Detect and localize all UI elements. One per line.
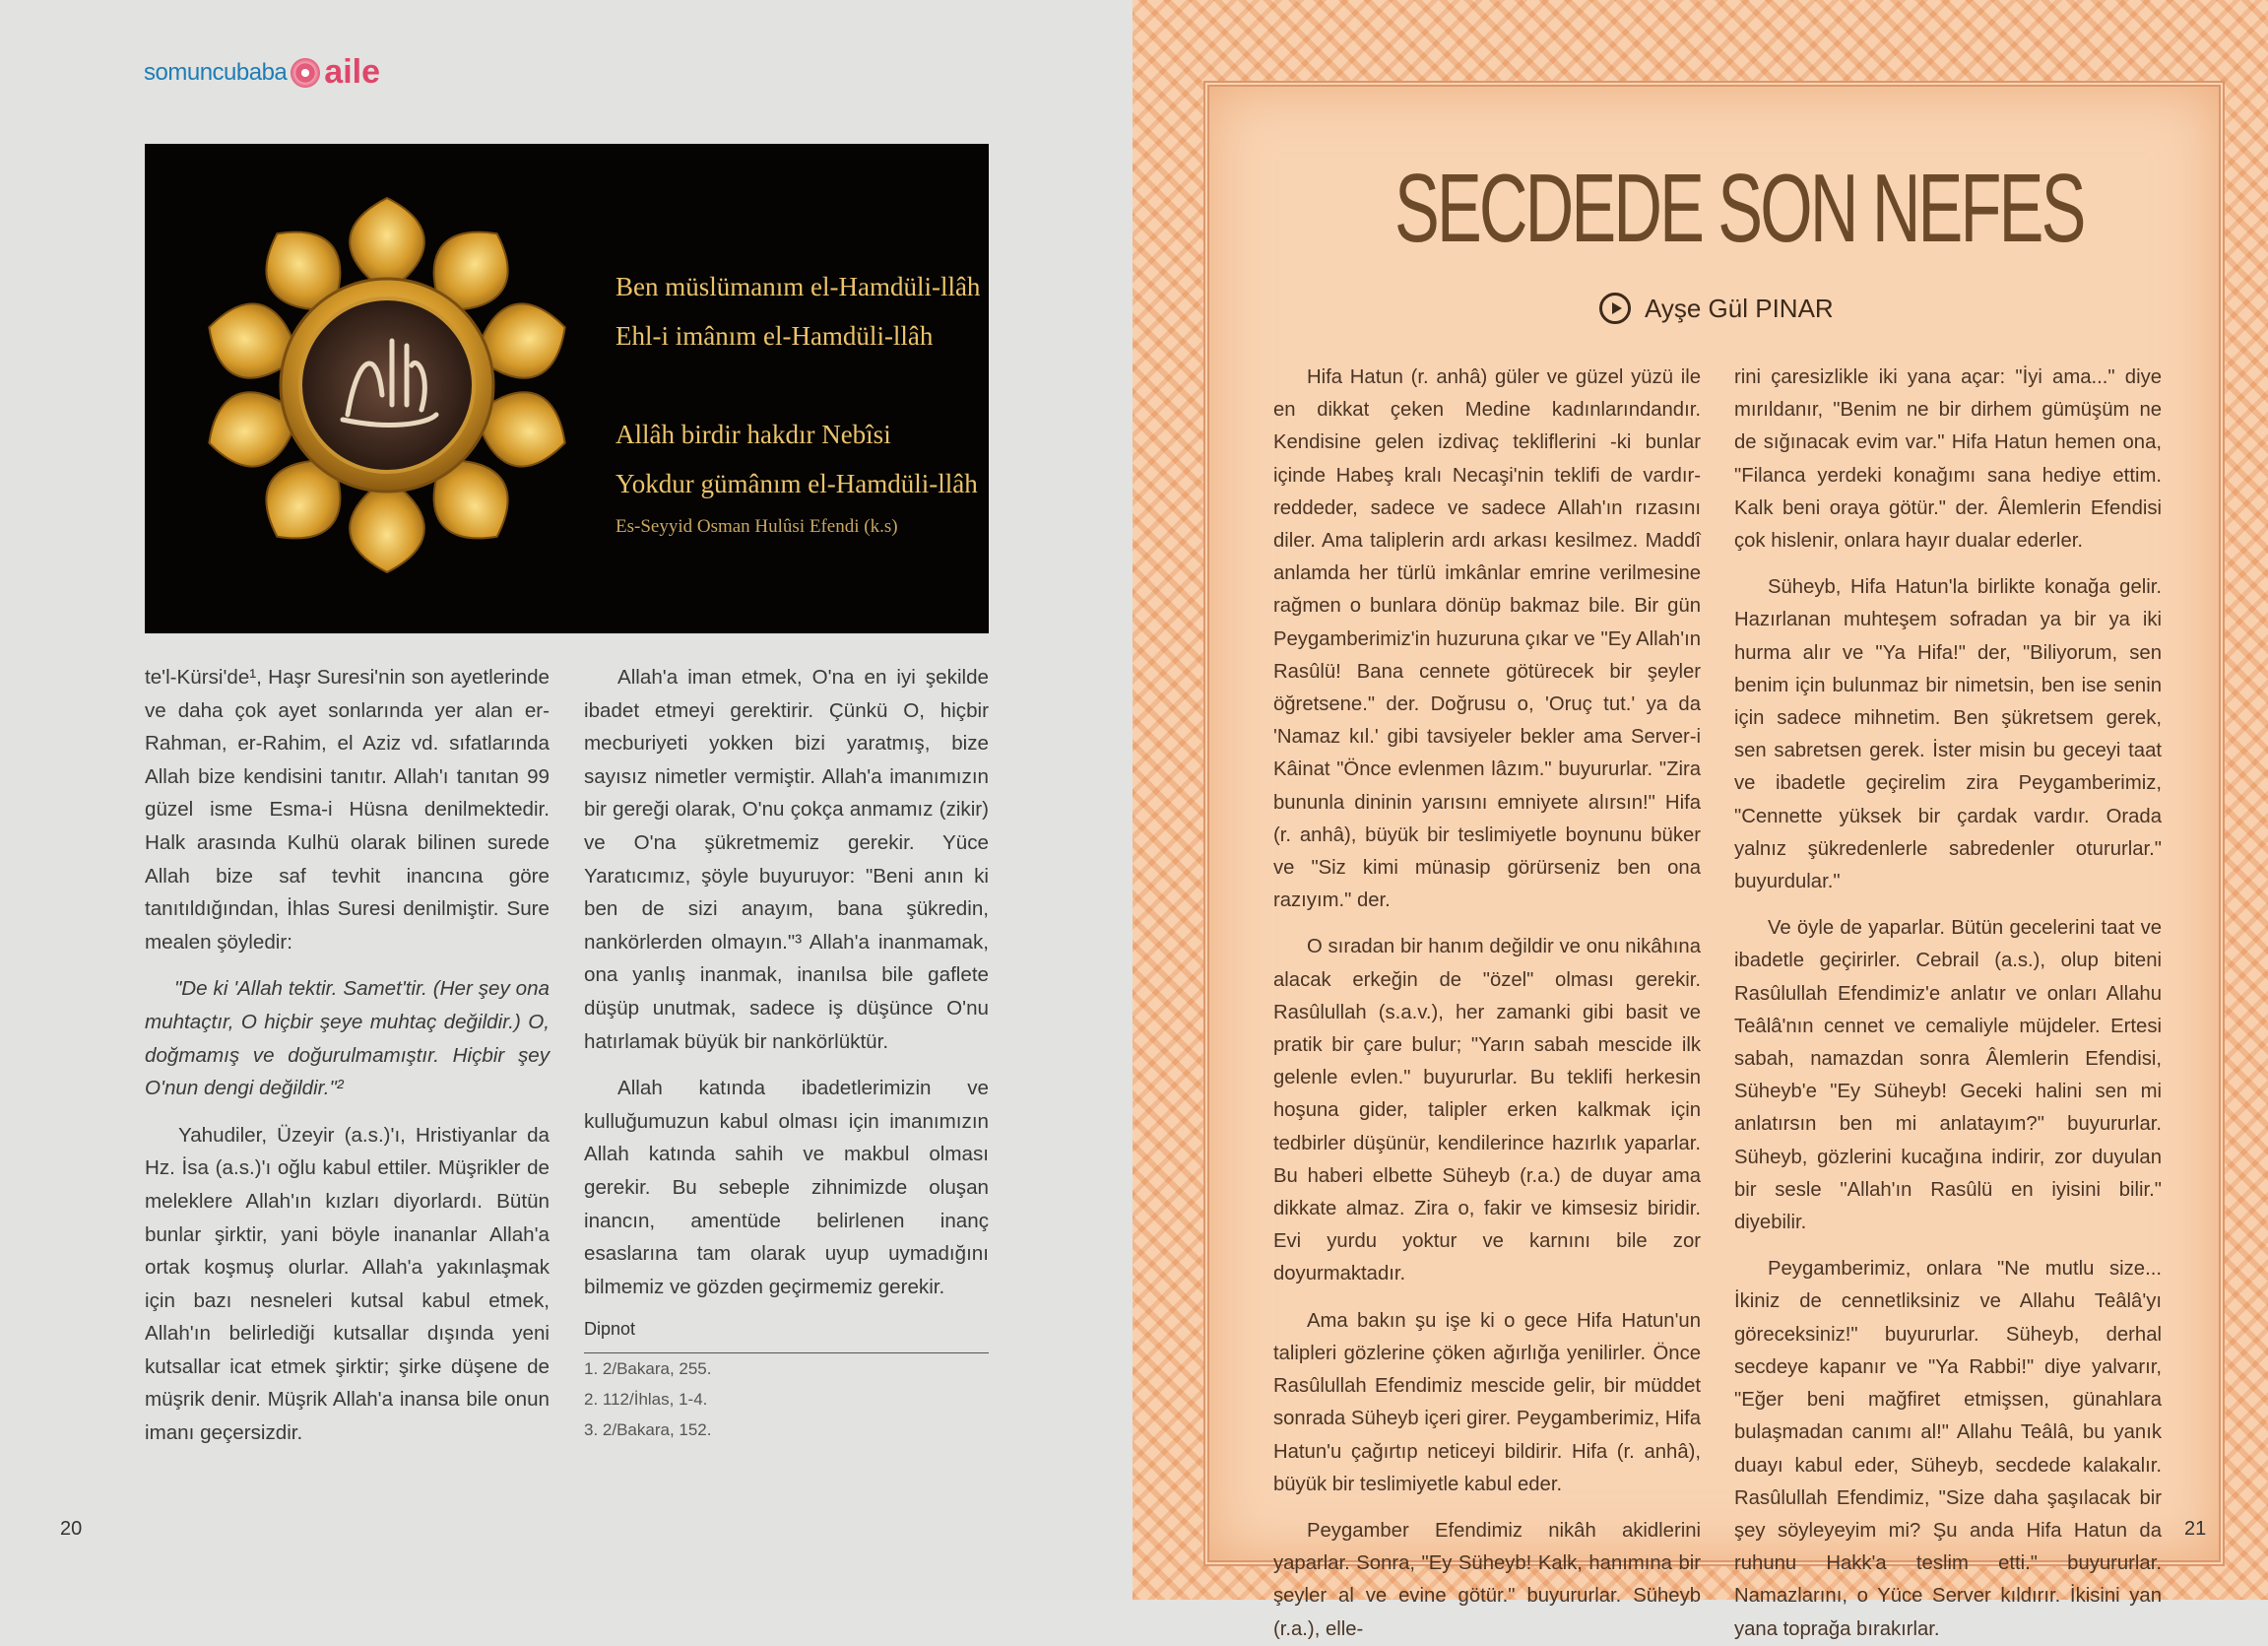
poem-line: Yokdur gümânım el-Hamdüli-llâh xyxy=(616,469,978,498)
poem-block xyxy=(616,262,980,538)
left-column-2 xyxy=(584,661,989,1445)
magazine-logo xyxy=(144,53,380,92)
paragraph: Peygamber Efendimiz nikâh akidlerini yaparlar. Sonra, "Ey Süheyb! Kalk, hanımına bir şeyler al ve evine götür." buyururlar. Süheyb (r.a.), elle- xyxy=(1273,1519,1701,1640)
play-circle-icon xyxy=(1599,293,1631,324)
right-column-2 xyxy=(1734,362,2162,1646)
paragraph: Süheyb, Hifa Hatun'la birlikte konağa gelir. Hazırlanan muhteşem sofradan ya bir ya iki hurma alır ve "Ya Hifa!" der, "Biliyorum, sen benim için bulunmaz bir nimetsin, ben ise senin için sadece mihnetim. Ben şükretsem gerek, sen sabretsen gerek. İster misin bu geceyi taat ve ibadetle geçirelim zira Peygamberimiz, "Cennette yüksek bir çardak vardır. Orada yalnız şükredenlerle sabredenler otururlar." buyurdular." xyxy=(1734,576,2162,893)
paragraph: Ve öyle de yaparlar. Bütün gecelerini taat ve ibadetle geçirirler. Cebrail (a.s.), olup biteni Rasûlullah Efendimiz'e anlatır ve onları Allahu Teâlâ'nın cennet ve cemaliyle müjdeler. Ertesi sabah, namazdan sonra Âlemlerin Efendisi, Süheyb'e "Ey Süheyb! Geceki halini sen mi anlatırsın ben mi anlatayım?" buyururlar. Süheyb, gözlerini kucağına indirir, zor duyulan bir sesle "Allah'ın Rasûlü en iyisini bilir." diyebilir. xyxy=(1734,917,2162,1234)
paragraph: Peygamberimiz, onlara "Ne mutlu size... İkiniz de cennetliksiniz ve Allahu Teâlâ'yı göreceksiniz!" buyururlar. Süheyb, derhal secdeye kapanır ve "Ya Rabbi!" diye yalvarır, "Eğer beni mağfiret etmişsen, günahlara bulaşmadan canımı al!" Allahu Teâlâ, bu yanık duayı kabul eder, Süheyb, secdede kalakalır. Rasûlullah Efendimiz, "Size daha şaşılacak bir şey söyleyeyim mi? Şu anda Hifa Hatun da ruhunu Hakk'a teslim etti." buyururlar. Namazlarını, o Yüce Server kıldırır. İkisini yan yana toprağa bırakırlar. xyxy=(1734,1258,2162,1640)
paragraph: te'l-Kürsi'de¹, Haşr Suresi'nin son ayetlerinde ve daha çok ayet sonlarında yer alan er-Rahman, er-Rahim, el Aziz vd. sıfatlarında Allah bize kendisini tanıtır. Allah'ı tanıtan 99 güzel isme Esma-i Hüsna denilmektedir. Halk arasında Kulhü olarak bilinen surede Allah bize saf tevhit inancına göre tanıtıldığından, İhlas Suresi denilmiştir. Sure mealen şöyledir: xyxy=(145,666,550,954)
paragraph: O sıradan bir hanım değildir ve onu nikâhına alacak erkeğin de "özel" olması gerekir. Rasûlullah (s.a.v.), her zamanki gibi basit ve pratik bir çare bulur; "Yarın sabah mescide ilk gelenle evlen." buyururlar. Bu teklifi herkesin hoşuna gider, talipler erken kalkmak için tedbirler düşünür, kendilerince hazırlık yaparlar. Bu haberi elbette Süheyb (r.a.) de duyar ama dikkate almaz. Zira o, fakir ve kimsesiz biridir. Evi yurdu yoktur ve karnını bile zor doyurmaktadır. xyxy=(1273,936,1701,1285)
paragraph: Allah'a iman etmek, O'na en iyi şekilde ibadet etmeyi gerektirir. Çünkü O, hiçbir mecburiyeti yokken bizi yaratmış, bize sayısız nimetler vermiştir. Allah'a imanımızın bir gereği olarak, O'nu çokça anmamız (zikir) ve O'na şükretmemiz gerekir. Yüce Yaratıcımız, şöyle buyuruyor: "Beni anın ki ben de sizi anayım, bana şükredin, nankörlerden olmayın."³ Allah'a inanmamak, ona yanlış inanmak, inanılsa bile gaflete düşüp unutmak, sadece iş düşünce O'nu hatırlamak büyük bir nankörlüktür. xyxy=(584,666,989,1053)
page-number-left: 20 xyxy=(60,1518,83,1540)
logo-text-aile: aile xyxy=(324,53,380,91)
logo-text-somuncubaba: somuncubaba xyxy=(144,58,288,86)
calligraphy-image xyxy=(145,144,989,633)
poem-author: Es-Seyyid Osman Hulûsi Efendi (k.s) xyxy=(616,516,898,537)
author-name: Ayşe Gül PINAR xyxy=(1645,293,1834,323)
poem-line: Ehl-i imânım el-Hamdüli-llâh xyxy=(616,321,934,351)
poem-stanza-gap xyxy=(616,361,980,410)
paragraph: Allah katında ibadetlerimizin ve kulluğumuzun kabul olması için imanımızın Allah katında sahih ve makbul olması gerekir. Bu sebeple zihnimizde oluşan inancın, amentüde belirlenen inanç esaslarına tam olarak uyup uymadığını bilmemiz ve gözden geçirmemiz gerekir. xyxy=(584,1077,989,1298)
golden-allah-ornament-icon xyxy=(190,188,584,582)
flower-logo-icon xyxy=(291,58,320,88)
quote-paragraph: "De ki 'Allah tektir. Samet'tir. (Her şey ona muhtaçtır, O hiçbir şeye muhtaç değildir.) O, doğmamış ve doğurulmamıştır. Hiçbir şey O'nun dengi değildir."² xyxy=(145,977,550,1100)
article-title: SECDEDE SON NEFES xyxy=(1394,154,2084,262)
footnote-item: 3. 2/Bakara, 152. xyxy=(584,1419,712,1439)
footnote-item: 1. 2/Bakara, 255. xyxy=(584,1358,712,1378)
paragraph: Yahudiler, Üzeyir (a.s.)'ı, Hristiyanlar da Hz. İsa (a.s.)'ı oğlu kabul ettiler. Müşrikler de meleklere Allah'ın kızları diyorlardı. Bütün bunlar şirktir, yani böyle inananlar Allah'a ortak koşmuş olurlar. Allah'a yakınlaşmak için bazı nesneleri kutsal kabul etmek, Allah'ın belirlediği kutsallar dışında yeni kutsallar icat etmek şirktir; şirke düşene de müşrik denir. Müşrik Allah'a inansa bile onun imanı geçersizdir. xyxy=(145,1123,550,1445)
paragraph: Hifa Hatun (r. anhâ) güler ve güzel yüzü ile en dikkat çeken Medine kadınlarındandır. Kendisine gelen izdivaç tekliflerini -ki bunlar içinde Habeş kralı Necaşi'nin teklifi de vardır- reddeder, sadece ve sadece Allah'ın rızasını diler. Ama taliplerin ardı arkası kesilmez. Maddî anlamda her türlü imkânlar emrine verilmesine rağmen o bunlara dönüp bakmaz bile. Bir gün Peygamberimiz'in huzuruna çıkar ve "Ey Allah'ın Rasûlü! Bana cennete götürecek bir şeyler öğretsene." der. Doğrusu o, 'Oruç tut.' ya da 'Namaz kıl.' gibi tavsiyeler bekler ama Server-i Kâinat "Önce evlenmen lâzım." buyururlar. "Zira bununla dininin yarısını emniyete alırsın!" Hifa (r. anhâ), büyük bir teslimiyetle boynunu büker ve "Siz kimi münasip görürseniz ben ona razıyım." der. xyxy=(1273,366,1701,912)
page-number-right: 21 xyxy=(2184,1518,2207,1540)
poem-line: Ben müslümanım el-Hamdüli-llâh xyxy=(616,272,981,301)
poem-line: Allâh birdir hakdır Nebîsi xyxy=(616,420,891,449)
footnote-title: Dipnot xyxy=(584,1313,989,1353)
footnote-item: 2. 112/İhlas, 1-4. xyxy=(584,1389,708,1409)
paragraph: rini çaresizlikle iki yana açar: "İyi ama..." diye mırıldanır, "Benim ne bir dirhem gümüşüm ne de sığınacak evim var." Hifa Hatun hemen ona, "Filanca yerdeki konağımı sana hediye ettim. Kalk beni oraya götür." der. Âlemlerin Efendisi çok hislenir, onlara hayır dualar ederler. xyxy=(1734,366,2162,553)
paragraph: Ama bakın şu işe ki o gece Hifa Hatun'un talipleri gözlerine çöken ağırlığa yenilirler. Önce Rasûlullah Efendimiz mescide gelir, bir müddet sonrada Süheyb içeri girer. Peygamberimiz, Hifa Hatun'u çağırtıp neticeyi bildirir. Hifa (r. anhâ), büyük bir teslimiyetle kabul eder. xyxy=(1273,1309,1701,1495)
left-column-1 xyxy=(145,661,550,1450)
right-column-1 xyxy=(1273,362,1701,1646)
author-byline xyxy=(1599,293,1834,324)
